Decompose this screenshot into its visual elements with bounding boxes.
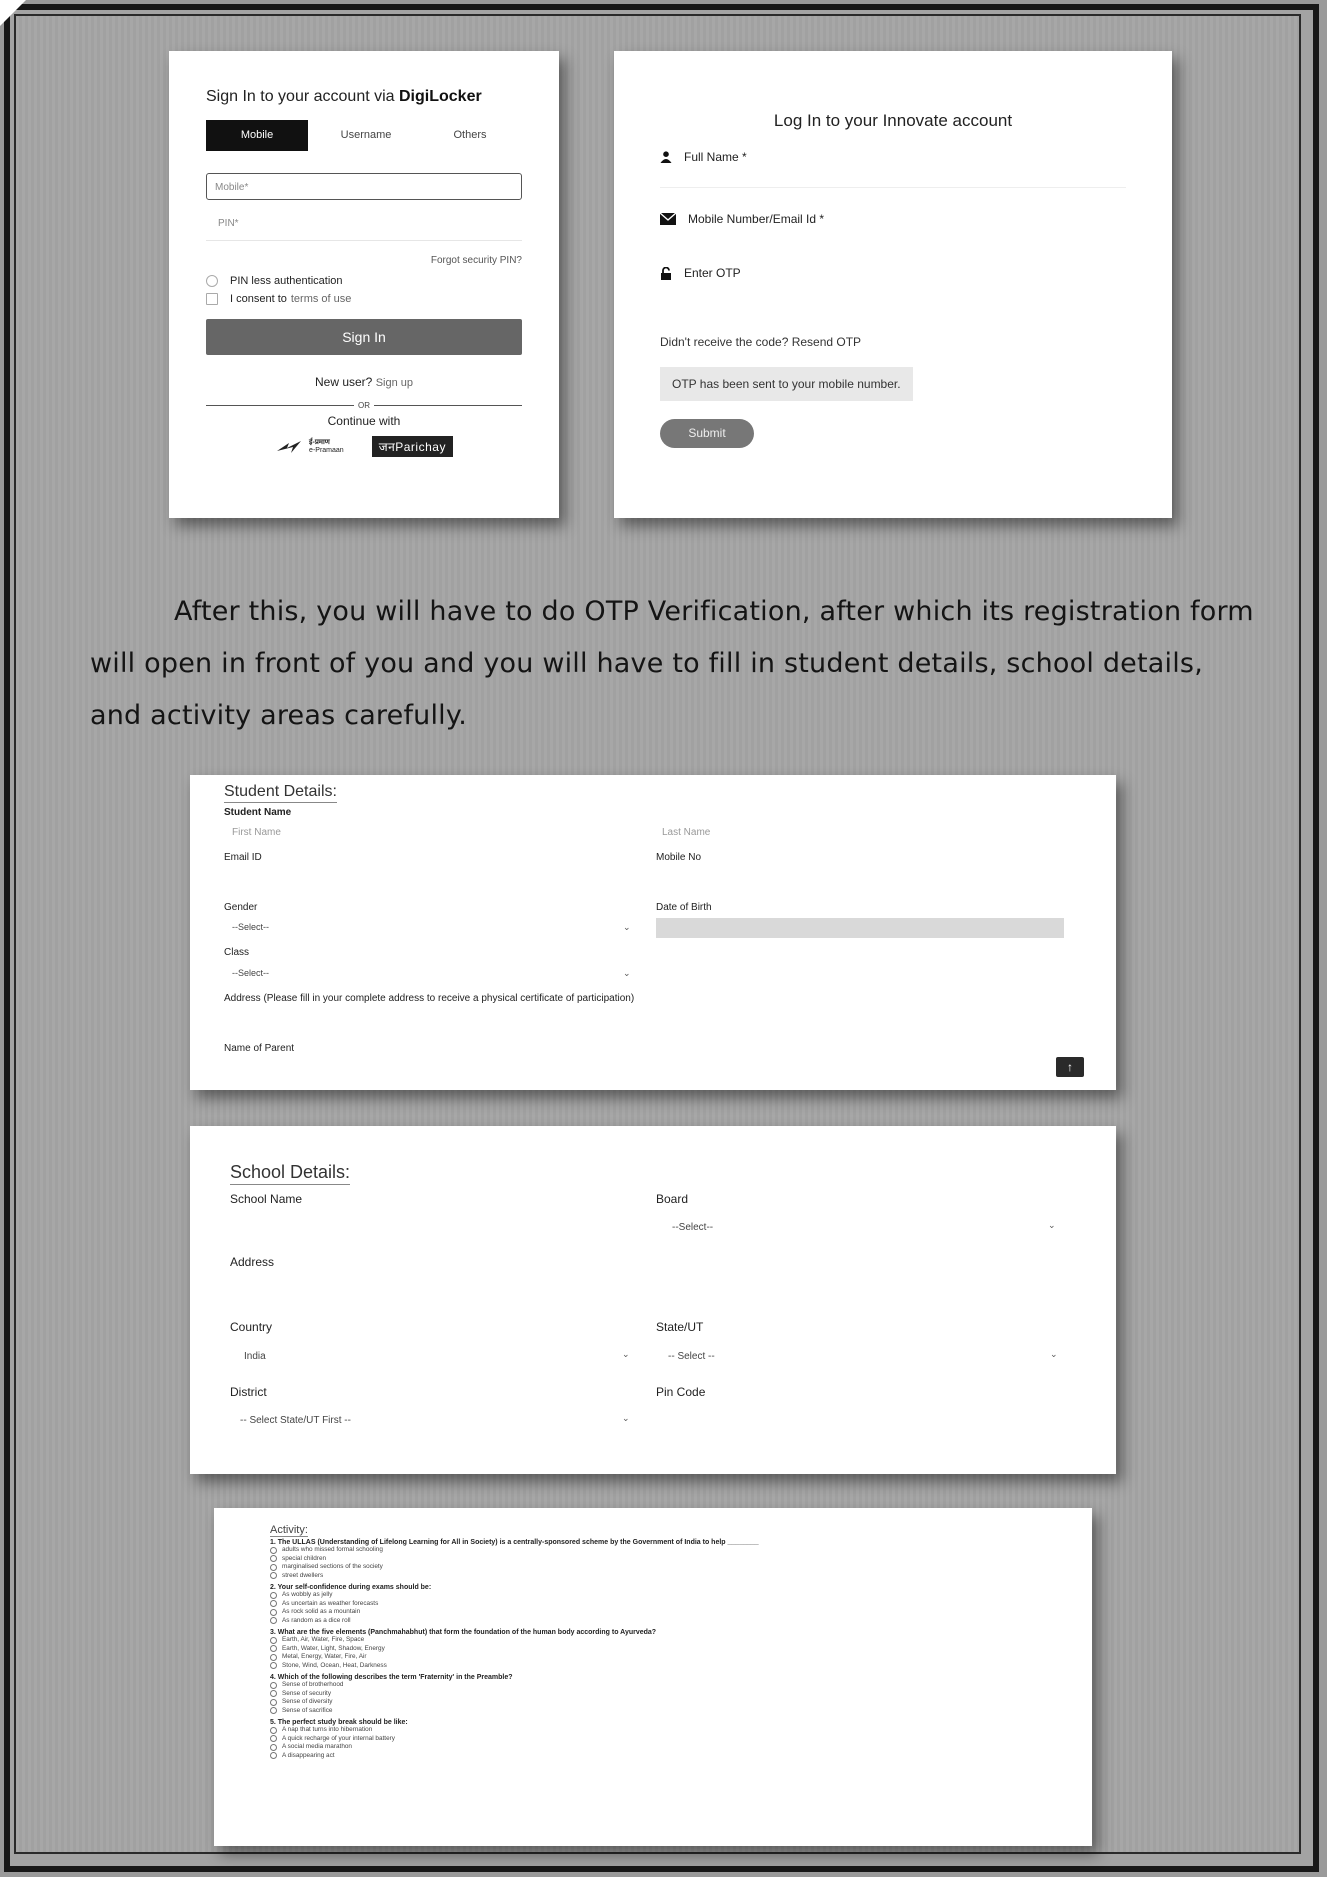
answer-option[interactable] (270, 1707, 1070, 1716)
board-select[interactable]: --Select-- (672, 1222, 714, 1233)
consent-checkbox[interactable] (206, 293, 218, 305)
sso-logos (206, 436, 522, 457)
mobile-label: Mobile No (656, 852, 702, 863)
envelope-icon (660, 213, 676, 225)
address-label: Address (Please fill in your complete address to receive a physical certificate of participation) (224, 993, 635, 1004)
activity-content (270, 1520, 1070, 1760)
answer-option[interactable] (270, 1555, 1070, 1564)
radio-button[interactable] (270, 1735, 277, 1742)
radio-button[interactable] (270, 1600, 277, 1607)
answer-option-label: adults who missed formal schooling (282, 1546, 383, 1553)
question-text: 3. What are the five elements (Panchmahabhut) that form the foundation of the human body according to Ayurveda? (270, 1629, 657, 1636)
answer-option[interactable] (270, 1600, 1070, 1609)
gender-select[interactable]: --Select-- (232, 922, 270, 932)
answer-option[interactable] (270, 1608, 1070, 1617)
new-user-row (206, 375, 522, 389)
radio-button[interactable] (270, 1662, 277, 1669)
full-name-underline (660, 187, 1126, 188)
first-name-input[interactable]: First Name (232, 827, 281, 838)
signup-link[interactable]: Sign up (375, 377, 413, 389)
radio-button[interactable] (270, 1609, 277, 1616)
answer-option[interactable] (270, 1681, 1070, 1690)
class-chevron-down-icon: ⌄ (623, 968, 631, 978)
radio-button[interactable] (270, 1699, 277, 1706)
e-pramaan-logo-icon (275, 439, 305, 455)
radio-button[interactable] (270, 1690, 277, 1697)
lock-icon (660, 267, 672, 280)
answer-option[interactable] (270, 1617, 1070, 1626)
or-divider (206, 401, 522, 410)
answer-option-label: special children (282, 1554, 327, 1562)
janparichay-button[interactable]: जनParichay (372, 436, 453, 457)
e-pramaan-label: e-Pramaan (309, 446, 344, 454)
state-chevron-down-icon: ⌄ (1050, 1349, 1058, 1359)
answer-option[interactable] (270, 1690, 1070, 1699)
district-label: District (230, 1385, 267, 1399)
parent-name-label: Name of Parent (224, 1043, 295, 1054)
school-details-form (190, 1126, 1116, 1474)
otp-field[interactable] (660, 263, 1126, 283)
board-chevron-down-icon: ⌄ (1048, 1220, 1056, 1230)
user-icon (660, 151, 672, 163)
class-label: Class (224, 947, 250, 958)
innovate-title: Log In to your Innovate account (773, 111, 1013, 130)
answer-option[interactable] (270, 1735, 1070, 1744)
answer-option-label: Earth, Air, Water, Fire, Space (282, 1636, 365, 1643)
district-chevron-down-icon: ⌄ (622, 1413, 630, 1423)
last-name-input[interactable]: Last Name (662, 827, 711, 838)
answer-option-label: Sense of sacrifice (282, 1706, 333, 1714)
radio-button[interactable] (270, 1682, 277, 1689)
tab-username[interactable]: Username (340, 129, 392, 141)
dob-input[interactable] (656, 918, 1064, 938)
mobile-input[interactable]: Mobile* (206, 173, 522, 200)
radio-button[interactable] (270, 1707, 277, 1714)
answer-option-label: As random as a dice roll (282, 1616, 351, 1624)
radio-button[interactable] (270, 1572, 277, 1579)
district-select[interactable]: -- Select State/UT First -- (240, 1415, 351, 1426)
radio-button[interactable] (270, 1547, 277, 1554)
radio-button[interactable] (270, 1654, 277, 1661)
student-name-label: Student Name (224, 807, 292, 818)
answer-option-label: As uncertain as weather forecasts (282, 1599, 379, 1607)
digilocker-tabs (206, 120, 522, 151)
answer-option[interactable] (270, 1591, 1070, 1600)
innovate-login-card (614, 51, 1172, 518)
answer-option-label: Sense of security (282, 1689, 332, 1697)
digilocker-title: Sign In to your account via DigiLocker (206, 88, 482, 105)
email-label: Email ID (224, 852, 262, 863)
forgot-pin-link[interactable]: Forgot security PIN? (430, 255, 522, 266)
gender-label: Gender (224, 902, 258, 913)
mobile-email-label: Mobile Number/Email Id * (688, 212, 825, 226)
question-text: 5. The perfect study break should be like: (270, 1719, 408, 1726)
activity-title: Activity: (270, 1524, 308, 1536)
student-details-title: Student Details: (224, 783, 337, 803)
board-label: Board (656, 1192, 689, 1206)
consent-option[interactable] (206, 293, 522, 305)
consent-label: I consent to (230, 293, 287, 305)
gender-chevron-down-icon: ⌄ (623, 922, 631, 932)
digilocker-signin-card (169, 51, 559, 518)
tab-mobile[interactable]: Mobile (206, 120, 308, 151)
answer-option-label: A nap that turns into hibernation (282, 1726, 373, 1733)
answer-option-label: Sense of brotherhood (282, 1681, 344, 1688)
radio-button[interactable] (270, 1645, 277, 1652)
radio-button[interactable] (270, 1555, 277, 1562)
or-label: OR (358, 401, 370, 410)
pinless-auth-option[interactable] (206, 275, 522, 287)
answer-option[interactable] (270, 1645, 1070, 1654)
submit-button[interactable]: Submit (660, 419, 754, 448)
answer-option[interactable] (270, 1662, 1070, 1671)
activity-form (214, 1508, 1092, 1846)
radio-button[interactable] (270, 1744, 277, 1751)
full-name-label: Full Name * (684, 150, 747, 164)
answer-option-label: Earth, Water, Light, Shadow, Energy (282, 1644, 385, 1652)
otp-label: Enter OTP (684, 266, 741, 280)
school-name-label: School Name (230, 1192, 303, 1206)
pinless-radio[interactable] (206, 275, 218, 287)
question-list (270, 1539, 1070, 1760)
student-details-form (190, 775, 1116, 1090)
class-select[interactable]: --Select-- (232, 968, 270, 978)
answer-option-label: marginalised sections of the society (282, 1563, 383, 1570)
answer-option-label: A disappearing act (282, 1751, 335, 1759)
full-name-field[interactable] (660, 147, 1126, 167)
radio-button[interactable] (270, 1617, 277, 1624)
page-corner-curl (0, 0, 26, 26)
answer-option-label: As rock solid as a mountain (282, 1608, 361, 1615)
scroll-to-top-button[interactable]: ↑ (1056, 1057, 1084, 1077)
e-pramaan-hindi: ई-प्रमाण (309, 438, 330, 446)
answer-option[interactable] (270, 1546, 1070, 1555)
new-user-label: New user? (314, 375, 373, 389)
tab-others[interactable]: Others (453, 129, 487, 141)
terms-of-use-link[interactable]: terms of use (290, 293, 352, 305)
continue-with-label: Continue with (327, 414, 401, 428)
dob-label: Date of Birth (656, 902, 712, 913)
signin-button[interactable]: Sign In (206, 319, 522, 355)
question-text: 1. The ULLAS (Understanding of Lifelong Learning for All in Society) is a centrally-sponsored scheme by the Government of India to help ________ (270, 1539, 759, 1546)
pinless-label: PIN less authentication (230, 275, 343, 287)
school-address-label: Address (230, 1255, 275, 1269)
question-text: 4. Which of the following describes the term 'Fraternity' in the Preamble? (270, 1674, 513, 1681)
radio-button[interactable] (270, 1637, 277, 1644)
answer-option-label: As wobbly as jelly (282, 1591, 333, 1598)
instruction-paragraph: After this, you will have to do OTP Verification, after which its registration form will open in front of you and you will have to fill in student details, school details, and activity areas carefully. (90, 596, 1254, 731)
answer-option-label: Stone, Wind, Ocean, Heat, Darkness (282, 1661, 387, 1669)
country-chevron-down-icon: ⌄ (622, 1349, 630, 1359)
school-details-title: School Details: (230, 1162, 350, 1185)
answer-option-label: Metal, Energy, Water, Fire, Air (282, 1653, 367, 1660)
answer-option[interactable] (270, 1743, 1070, 1752)
answer-option-label: A quick recharge of your internal battery (282, 1734, 395, 1742)
pincode-label: Pin Code (656, 1385, 706, 1399)
answer-option[interactable] (270, 1653, 1070, 1662)
e-pramaan-button[interactable] (275, 439, 344, 455)
answer-option-label: A social media marathon (282, 1743, 352, 1750)
otp-sent-message: OTP has been sent to your mobile number. (660, 367, 913, 401)
answer-option-label: street dwellers (282, 1571, 324, 1579)
state-label: State/UT (656, 1320, 704, 1334)
answer-option[interactable] (270, 1636, 1070, 1645)
radio-button[interactable] (270, 1752, 277, 1759)
radio-button[interactable] (270, 1592, 277, 1599)
answer-option[interactable] (270, 1752, 1070, 1761)
resend-otp-link[interactable]: Didn't receive the code? Resend OTP (660, 335, 862, 349)
answer-option[interactable] (270, 1698, 1070, 1707)
pin-input[interactable]: PIN* (206, 218, 522, 241)
answer-option[interactable] (270, 1563, 1070, 1572)
state-select[interactable]: -- Select -- (668, 1351, 715, 1362)
answer-option-label: Sense of diversity (282, 1698, 333, 1705)
question-text: 2. Your self-confidence during exams should be: (270, 1584, 432, 1591)
answer-option[interactable] (270, 1726, 1070, 1735)
radio-button[interactable] (270, 1564, 277, 1571)
country-label: Country (230, 1320, 273, 1334)
radio-button[interactable] (270, 1727, 277, 1734)
country-select[interactable]: India (244, 1351, 266, 1362)
mobile-email-field[interactable] (660, 209, 1126, 229)
answer-option[interactable] (270, 1572, 1070, 1581)
